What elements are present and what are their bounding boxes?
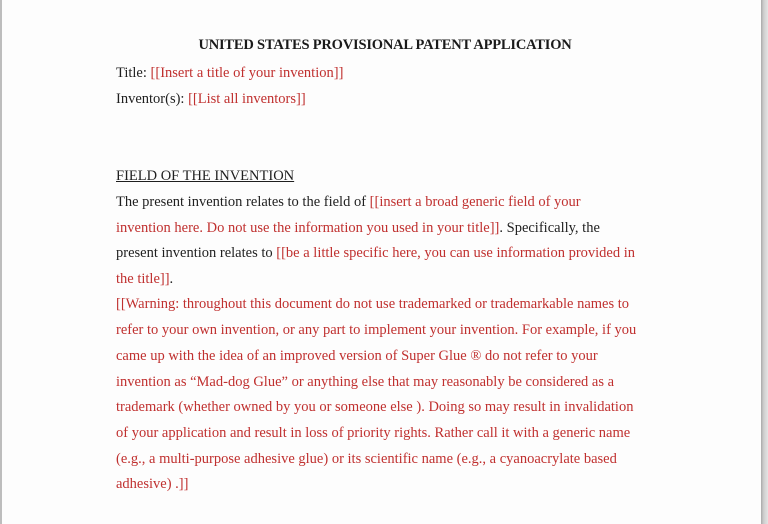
field-placeholder: [[be a little specific here, you can use information provided in	[276, 245, 636, 261]
field-paragraph-line-3	[116, 243, 635, 263]
title-line	[116, 63, 343, 83]
title-label: Title:	[116, 65, 151, 81]
field-text: The present invention relates to the field of	[116, 194, 370, 210]
warning-line: refer to your own invention, or any part to implement your invention. For example, if you	[116, 322, 637, 338]
field-paragraph-line-4	[116, 269, 173, 289]
field-placeholder: invention here. Do not use the information you used in your title]]	[116, 220, 500, 236]
field-paragraph-line-1	[116, 192, 581, 212]
warning-line: invention as “Mad-dog Glue” or anything else that may reasonably be considered as a	[116, 374, 615, 390]
inventors-placeholder: [[List all inventors]]	[188, 91, 306, 107]
title-placeholder: [[Insert a title of your invention]]	[150, 65, 344, 81]
inventors-label: Inventor(s):	[116, 91, 189, 107]
field-placeholder: [[insert a broad generic field of your	[369, 194, 581, 210]
warning-line: of your application and result in loss of priority rights. Rather call it with a generic name	[116, 425, 631, 441]
section-heading-field-of-invention: FIELD OF THE INVENTION	[116, 168, 295, 184]
field-text: .	[169, 271, 174, 287]
inventors-line	[116, 89, 306, 109]
field-paragraph-line-2	[116, 218, 600, 238]
warning-line: (e.g., a multi-purpose adhesive glue) or its scientific name (e.g., a cyanoacrylate based	[116, 451, 617, 467]
field-placeholder: the title]]	[116, 271, 170, 287]
warning-line: came up with the idea of an improved version of Super Glue ® do not refer to your	[116, 348, 598, 364]
document-heading: UNITED STATES PROVISIONAL PATENT APPLICATION	[198, 37, 572, 53]
warning-line: trademark (whether owned by you or someone else ). Doing so may result in invalidation	[116, 399, 634, 415]
warning-line: [[Warning: throughout this document do not use trademarked or trademarkable names to	[116, 296, 630, 312]
field-text: . Specifically, the	[499, 220, 600, 236]
document-page	[2, 0, 761, 524]
warning-line: adhesive) .]]	[116, 476, 189, 492]
page-right-edge-shadow	[761, 0, 768, 524]
field-text: present invention relates to	[116, 245, 277, 261]
